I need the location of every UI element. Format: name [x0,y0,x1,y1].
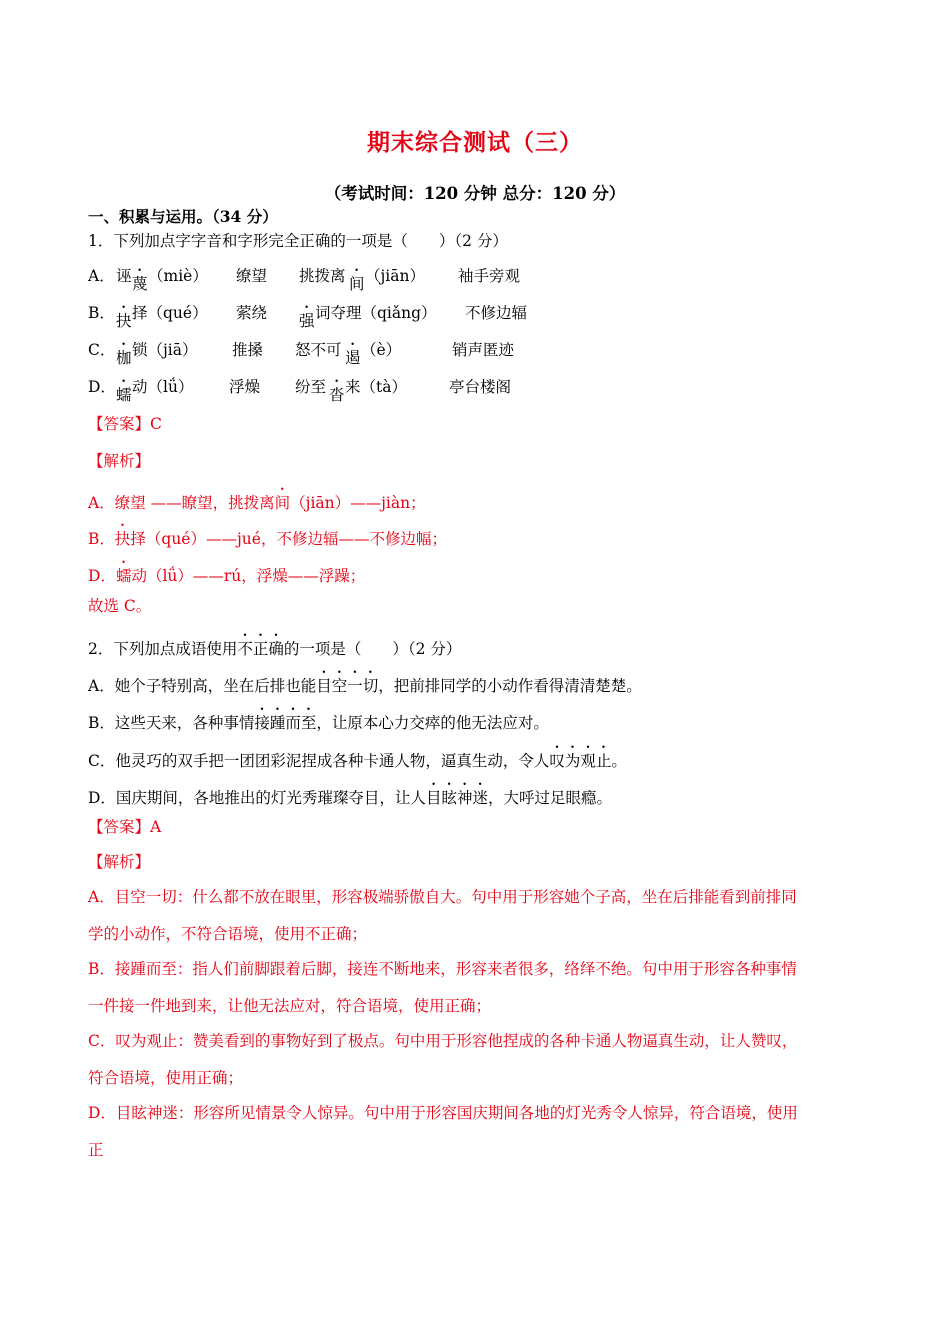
q2-analysis-c-line2: 符合语境，使用正确； [88,1069,244,1087]
page-title: 期末综合测试（三） [367,129,583,156]
q2-analysis-c-line1: C．叹为观止：赞美看到的事物好到了极点。句中用于形容他捏成的各种卡通人物逼真生动，让人赞叹， [88,1032,798,1050]
q2-answer: 【答案】A [88,818,162,836]
q2-option-b: B．这些天来，各种事情接踵而至，让原本心力交瘁的他无法应对。 [88,714,549,732]
q2-analysis-a-line2: 学的小动作，不符合语境，使用不正确； [88,925,368,943]
q2-analysis-b-line2: 一件接一件地到来，让他无法应对，符合语境，使用正确； [88,997,492,1015]
q2-option-a: A．她个子特别高，坐在后排也能目空一切，把前排同学的小动作看得清清楚楚。 [88,677,642,695]
q1-conclusion: 故选 C。 [88,597,152,615]
exam-info: （考试时间：120 分钟 总分：120 分） [324,184,626,203]
q2-analysis-label: 【解析】 [88,853,151,871]
q2-option-d: D．国庆期间，各地推出的灯光秀璀璨夺目，让人目眩神迷，大呼过足眼瘾。 [88,789,612,807]
q2-analysis-d-line2: 正 [88,1141,104,1159]
q2-analysis-a-line1: A．目空一切：什么都不放在眼里，形容极端骄傲自大。句中用于形容她个子高，坐在后排能看到前排同 [88,888,797,906]
q1-analysis-b: B．抉择（qué）——jué，不修边辐——不修边幅； [88,530,447,548]
q1-analysis-label: 【解析】 [88,452,151,470]
section-heading: 一、积累与运用。（34 分） [88,207,278,226]
q2-analysis-d-line1: D．目眩神迷：形容所见情景令人惊异。句中用于形容国庆期间各地的灯光秀令人惊异，符合语境，使用 [88,1104,798,1122]
q2-option-c: C．他灵巧的双手把一团团彩泥捏成各种卡通人物，逼真生动，令人叹为观止。 [88,752,627,770]
q1-answer: 【答案】C [88,415,162,433]
q1-analysis-a: A．缭望 ——瞭望，挑拨离间（jiān）——jiàn； [88,494,426,512]
q2-analysis-b-line1: B．接踵而至：指人们前脚跟着后脚，接连不断地来，形容来者很多，络绎不绝。句中用于形容各种事情 [88,960,797,978]
q1-analysis-d: D．蠕动（lǘ）——rú，浮燥——浮躁； [88,567,366,585]
q1-stem: 1．下列加点字字音和字形完全正确的一项是（ ）（2 分） [88,232,508,250]
q2-stem: 2．下列加点成语使用不正确的一项是（ ）（2 分） [88,640,462,658]
